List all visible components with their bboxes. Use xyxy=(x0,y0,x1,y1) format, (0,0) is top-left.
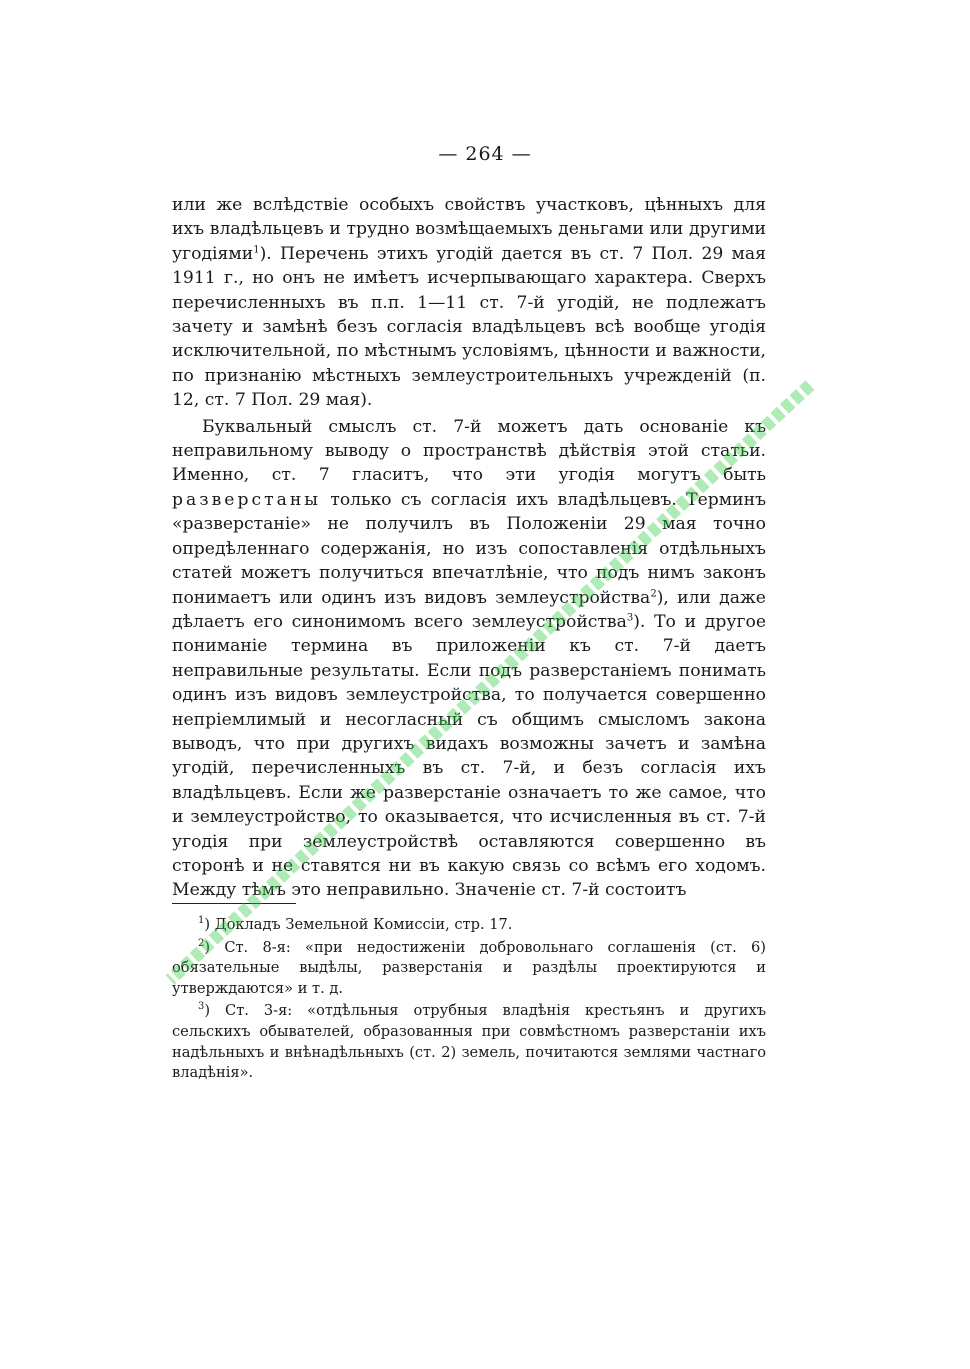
footnote-mark: 2 xyxy=(198,937,205,949)
page-number: — 264 — xyxy=(438,143,532,165)
footnote-mark: 3 xyxy=(198,1001,205,1013)
footnotes xyxy=(172,915,766,1086)
paragraph-1-part-a: или же вслѣдствіе особыхъ свойствъ участковъ, цѣнныхъ для ихъ владѣльцевъ и трудно возмѣщаемыхъ деньгами или другими угодіями xyxy=(172,195,766,264)
paragraph-2-part-a: Буквальный смыслъ ст. 7-й можетъ дать основаніе къ неправильному выводу о пространствѣ дѣйствія этой статьи. Именно, ст. 7 гласитъ, что эти угодія могутъ быть xyxy=(172,416,766,486)
footnote-text: ) Ст. 3-я: «отдѣльныя отрубныя владѣнія крестьянъ и другихъ сельскихъ обывателей, образованныя при совмѣстномъ разверстаніи ихъ надѣльныхъ и внѣнадѣльныхъ (ст. 2) земель, почитаются землями частнаго владѣнія». xyxy=(172,1002,766,1082)
paragraph-1-part-b: ). Перечень этихъ угодій дается въ ст. 7 Пол. 29 мая 1911 г., но онъ не имѣетъ исчерпывающаго характера. Сверхъ перечисленныхъ въ п.п. 1—11 ст. 7-й угодій, не подлежатъ зачету и замѣнѣ безъ согласія владѣльцевъ всѣ вообще угодія исключительной, по мѣстнымъ условіямъ, цѣнности и важности, по признанію мѣстныхъ землеустроительныхъ учрежденій (п. 12, ст. 7 Пол. 29 мая). xyxy=(172,243,766,411)
footnote-ref-1: 1 xyxy=(253,244,260,256)
footnote-mark: 1 xyxy=(198,915,205,927)
footnote-1 xyxy=(172,915,766,936)
footnote-text: ) Докладъ Земельной Комиссіи, стр. 17. xyxy=(204,916,513,933)
paragraph-2-part-d: ). То и другое пониманіе термина въ приложеніи къ ст. 7-й даетъ неправильные результаты. Если подъ разверстаніемъ понимать одинъ изъ видовъ землеустройства, то получается совершенно непріемлимый и несогласный съ общимъ смысломъ закона выводъ, что при другихъ видахъ возможны зачетъ и замѣна угодій, перечисленныхъ въ ст. 7-й, и безъ согласія ихъ владѣльцевъ. Если же разверстаніе означаетъ то же самое, что и землеустройство, то оказывается, что исчисленныя въ ст. 7-й угодія при землеустройствѣ оставляются совершенно въ сторонѣ и не ставятся ни въ какую связь со всѣмъ его ходомъ. Между тѣмъ это неправильно. Значеніе ст. 7-й состоитъ xyxy=(172,611,766,901)
footnote-ref-2: 2 xyxy=(650,587,657,599)
footnote-text: ) Ст. 8-я: «при недостиженіи добровольнаго соглашенія (ст. 6) обязательные выдѣлы, разверстанія и раздѣлы проектируются и утверждаются» и т. д. xyxy=(172,938,766,997)
footnote-ref-3: 3 xyxy=(626,612,634,624)
paragraph-1 xyxy=(172,193,766,413)
footnote-divider xyxy=(172,903,296,904)
paragraph-2-part-c: ), или даже дѣлаетъ его синонимомъ всего землеустройства xyxy=(172,587,766,632)
footnote-2 xyxy=(172,938,766,1000)
paragraph-2 xyxy=(172,415,766,903)
main-text xyxy=(172,193,766,903)
paragraph-2-part-b: только съ согласія ихъ владѣльцевъ. Терминъ «разверстаніе» не получилъ въ Положеніи 29 мая точно опредѣленнаго содержанія, но изъ сопоставленія отдѣльныхъ статей можетъ получиться впечатлѣніе, что подъ нимъ законъ понимаетъ или одинъ изъ видовъ землеустройства xyxy=(172,489,767,608)
emphasized-word: разверстаны xyxy=(172,489,321,510)
footnote-3 xyxy=(172,1001,766,1083)
